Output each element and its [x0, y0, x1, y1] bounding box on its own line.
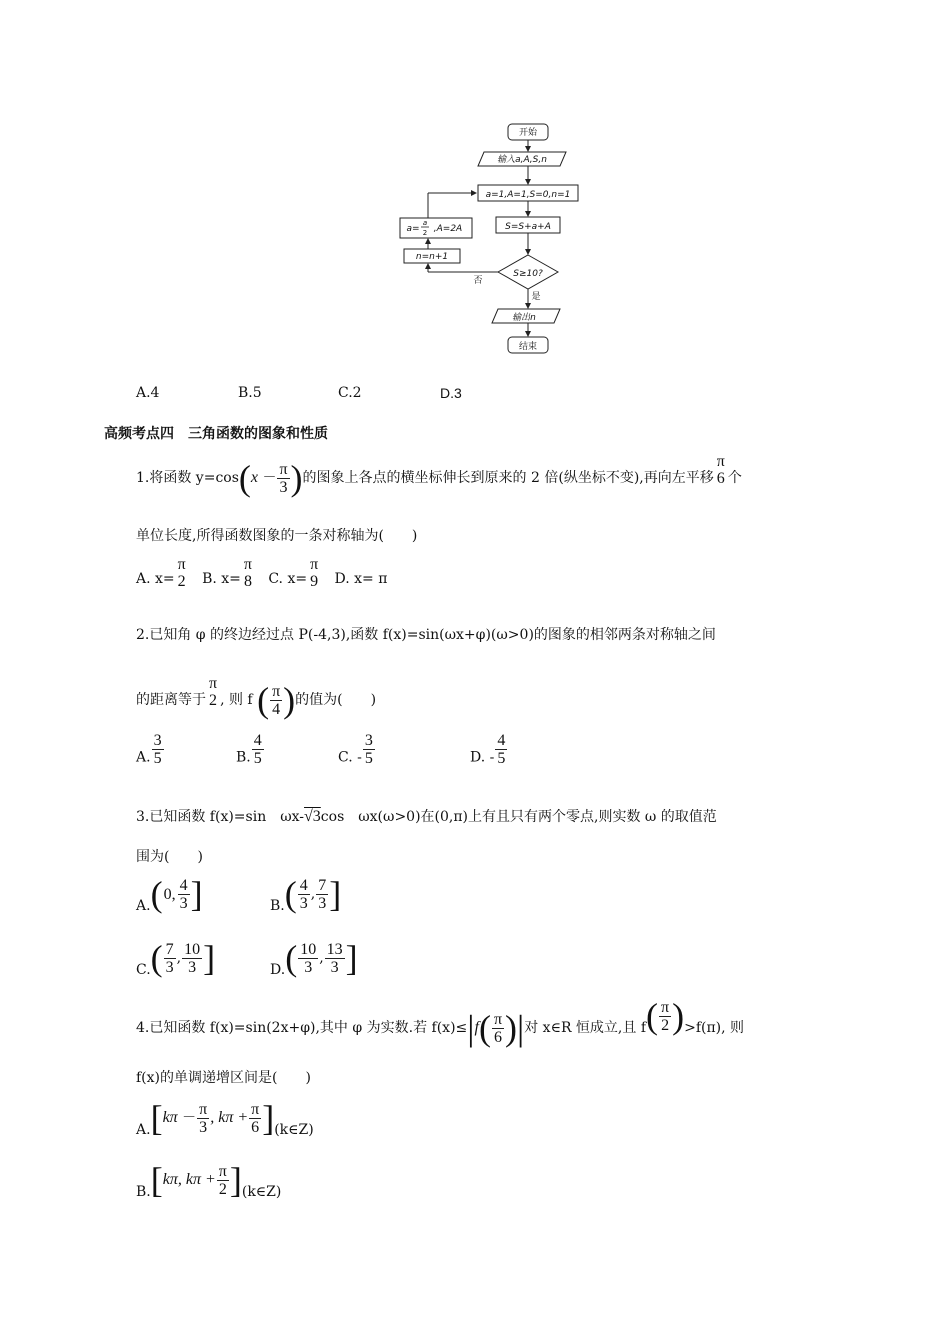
- q3-line2: 围为( ): [136, 849, 203, 865]
- q3-opt-c: C.( $\frac{7}{3}$ , $\frac{10}{3}$ ]: [136, 938, 216, 978]
- prev-option-b: B.5: [238, 385, 262, 401]
- flowchart: [390, 118, 590, 358]
- q1-pi-over-3: $\frac{\pi}{3}$: [279, 460, 288, 496]
- prev-option-c: C.2: [338, 385, 362, 401]
- q3-opt-b: B.( $\frac{4}{3}$ , $\frac{7}{3}$ ]: [270, 874, 342, 914]
- section-title: 高频考点四 三角函数的图象和性质: [104, 426, 328, 442]
- q1-opt-c: C. x=: [268, 571, 308, 587]
- q2-opt-b: B. $\frac{4}{5}$: [236, 732, 262, 767]
- yes-label: 是: [531, 292, 541, 302]
- q1-line1: 1.将函数 y=cos(x － $\frac{\pi}{3}$ )的图象上各点的横坐标伸长到原来的 2 倍(纵坐标不变),再向左平移 π 6 个: [136, 453, 742, 498]
- q3-line1: [136, 806, 717, 826]
- q3-text-b: cos ωx(ω>0)在(0,π)上有且只有两个零点,则实数 ω 的取值范: [320, 809, 717, 825]
- q1-text-c: 个: [727, 470, 742, 486]
- end-label: 结束: [518, 342, 538, 352]
- q4-line2: f(x)的单调递增区间是( ): [136, 1070, 311, 1086]
- start-label: 开始: [518, 128, 538, 138]
- q3-opt-a: A.(0, $\frac{4}{3}$ ]: [136, 874, 203, 914]
- q2-opt-a: A. $\frac{3}{5}$: [136, 732, 162, 767]
- q2-opt-c: C. - $\frac{3}{5}$: [338, 732, 373, 767]
- q1-opt-d: D. x= π: [334, 571, 388, 587]
- q2-text-a: 的距离等于: [136, 692, 206, 708]
- q2-opt-d: D. - $\frac{4}{5}$: [470, 732, 506, 767]
- update-s-label: S=S+a+A: [505, 222, 551, 232]
- q2-line2: 的距离等于 π 2 , 则 f ( $\frac{\pi}{4}$ )的值为( ): [136, 675, 377, 720]
- q1-options: A. x= π 2 B. x= π 8 C. x= π 9 D. x= π: [136, 556, 388, 590]
- no-label: 否: [473, 276, 483, 286]
- q1-arg-x: x: [250, 469, 259, 486]
- condition-label: S≥10?: [513, 269, 543, 279]
- q4-line1: 4.已知函数 f(x)=sin(2x+φ),其中 φ 为实数.若 f(x)≤|f( $\frac{\pi}{6}$ )|对 x∈R 恒成立,且 f( $\frac{\pi}{2}$ )>f(π), 则: [136, 996, 745, 1048]
- q4-text-c: >f(π), 则: [684, 1020, 745, 1036]
- q4-text-b: 对 x∈R 恒成立,且 f: [524, 1020, 647, 1036]
- update-a-num: a: [422, 219, 428, 227]
- q2-text-b: , 则 f: [220, 692, 253, 708]
- update-a-den: 2: [422, 229, 428, 237]
- q3-opt-d: D.( $\frac{10}{3}$ , $\frac{13}{3}$ ]: [270, 938, 358, 978]
- q1-text-b: 的图象上各点的横坐标伸长到原来的 2 倍(纵坐标不变),再向左平移: [302, 470, 714, 486]
- q1-opt-b: B. x=: [202, 571, 241, 587]
- update-a-label: a=: [406, 224, 420, 234]
- update-n-label: n=n+1: [415, 252, 449, 262]
- q1-line2: 单位长度,所得函数图象的一条对称轴为( ): [136, 528, 418, 544]
- update-a-rest: ,A=2A: [433, 224, 463, 234]
- input-label: 输入a,A,S,n: [497, 155, 547, 165]
- q1-minus: －: [262, 470, 277, 486]
- q1-opt-a: A. x=: [136, 571, 175, 587]
- output-label: 输出n: [512, 313, 536, 323]
- init-label: a=1,A=1,S=0,n=1: [485, 190, 571, 200]
- q2-text-c: 的值为( ): [295, 692, 377, 708]
- q4-opt-a: A.[kπ － $\frac{\pi}{3}$ , kπ + $\frac{\pi}{6}$ ](k∈Z): [136, 1098, 314, 1138]
- q1-text-a: 1.将函数 y=cos: [136, 470, 239, 486]
- q3-sqrt3: √3: [304, 808, 321, 825]
- q3-text-a: 3.已知函数 f(x)=sin ωx-: [136, 809, 305, 825]
- q4-opt-b: B.[kπ, kπ + $\frac{\pi}{2}$ ](k∈Z): [136, 1160, 282, 1200]
- q4-text-a: 4.已知函数 f(x)=sin(2x+φ),其中 φ 为实数.若 f(x)≤: [136, 1020, 468, 1036]
- prev-option-d: D.3: [440, 385, 462, 401]
- q2-line1: 2.已知角 φ 的终边经过点 P(-4,3),函数 f(x)=sin(ωx+φ)(ω>0)的图象的相邻两条对称轴之间: [136, 627, 716, 643]
- prev-option-a: A.4: [136, 385, 160, 401]
- q1-pi-over-6: π 6: [716, 453, 725, 487]
